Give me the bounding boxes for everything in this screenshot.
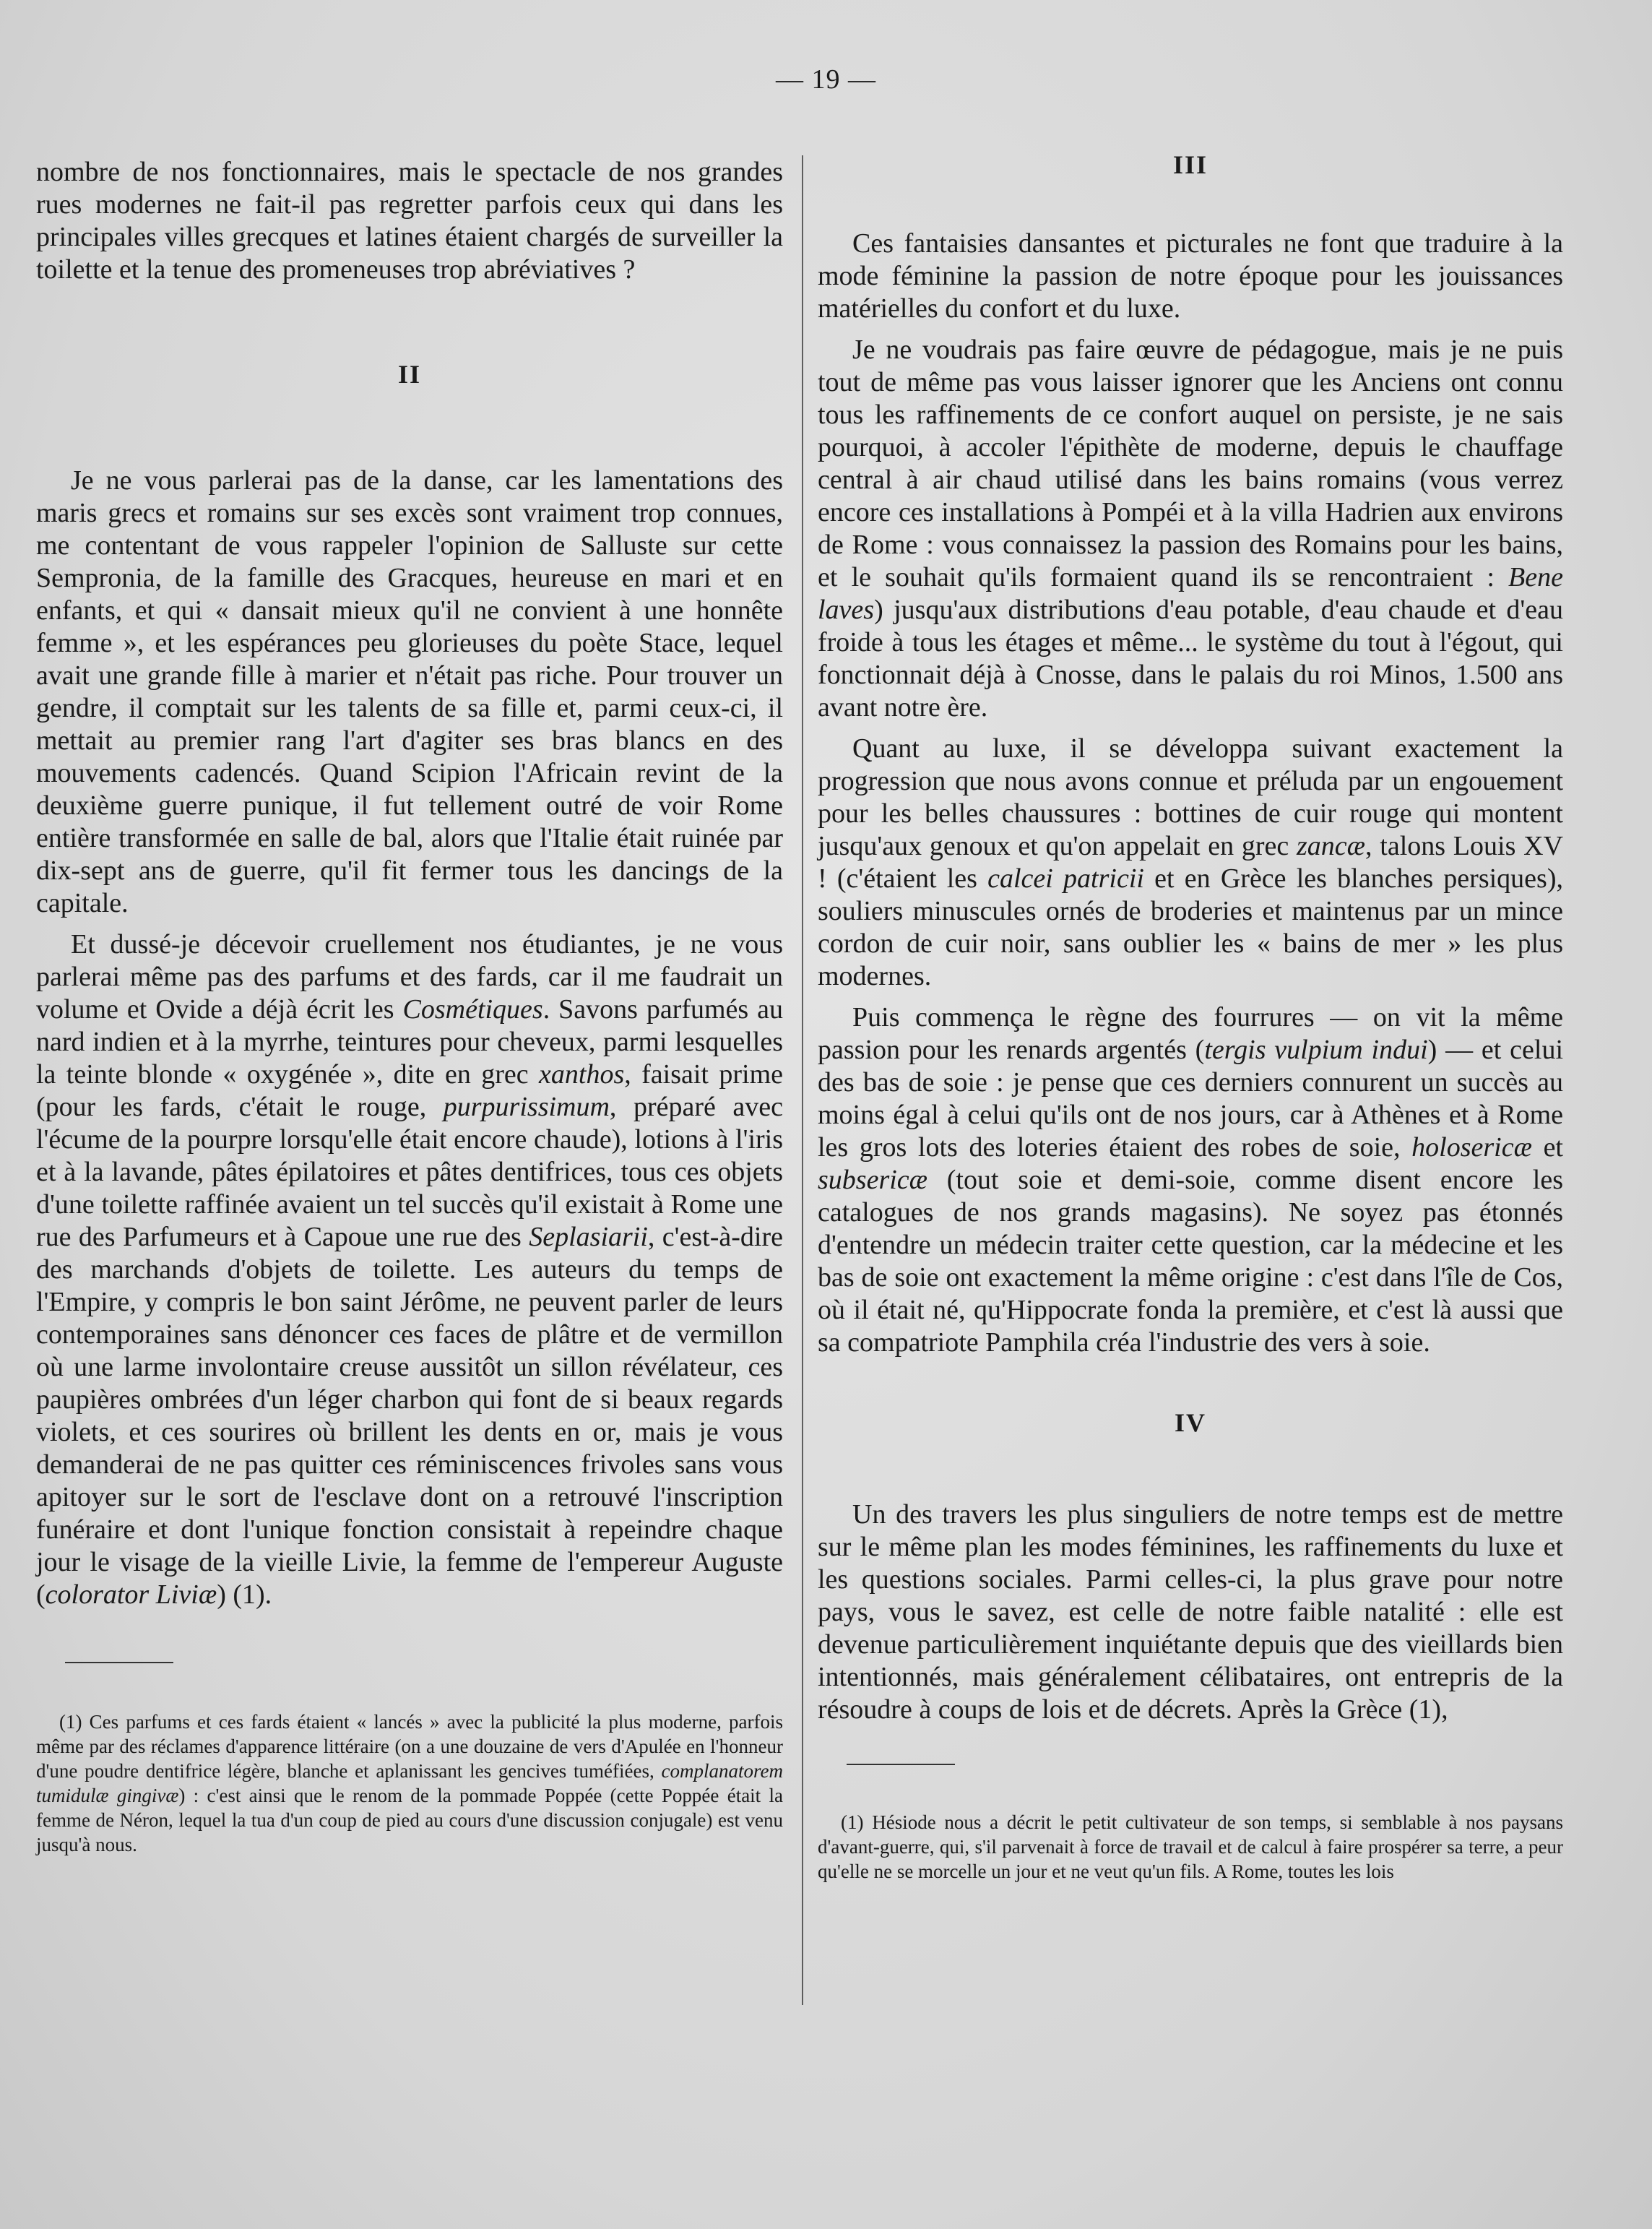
section-heading-iii: III (1172, 150, 1208, 179)
text-span: et en Grèce les blanches persiques), souliers minuscules ornés de broderies et maintenus par un mince cordon de cuir noir, sans oublier les « bains de mer » les plus modernes. (818, 863, 1563, 991)
paragraph-luxe (818, 733, 1563, 993)
left-column (36, 156, 783, 1857)
italic-term: subsericæ (818, 1165, 927, 1195)
paragraph-travers: Un des travers les plus singuliers de notre temps est de mettre sur le même plan les modes féminines, les raffinements du luxe et les questions sociales. Parmi celles-ci, la plus grave pour notre pays, vous le savez, est celle de notre faible natalité : elle est devenue particulièrement inquiétante depuis que des vieillards bien intentionnés, mais généralement célibataires, ont entrepris de la résoudre à coups de lois et de décrets. Après la Grèce (1), (818, 1499, 1563, 1725)
text-span: , préparé avec l'écume de la pourpre lorsqu'elle était encore chaude), lotions à l'iris et à la lavande, pâtes épilatoires et pâtes dentifrices, tous ces objets d'une toilette raffinée avaient un tel succès qu'il existait à Rome une rue des Parfumeurs et à Capoue une rue des (36, 1092, 783, 1252)
italic-term: calcei patricii (987, 863, 1144, 894)
italic-term: xanthos (539, 1059, 625, 1090)
column-divider (802, 155, 803, 2063)
text-span: Et dussé-je décevoir cruellement nos étudiantes, je ne vous parlerai même pas des parfums et des fards, car il me faudrait un volume et Ovide a déjà écrit les (36, 929, 783, 1025)
italic-term: Cosmétiques (402, 994, 543, 1025)
paragraph-danse: Je ne vous parlerai pas de la danse, car les lamentations des maris grecs et romains sur ses excès sont vraiment trop connues, me contentant de vous rappeler l'opinion de Salluste sur cette Sempronia, de la famille des Gracques, heureuse en mari et en enfants, et qui « dansait mieux qu'il ne convient à une honnête femme », et les espérances peu glorieuses du poète Stace, lequel avait une grande fille à marier et n'était pas riche. Pour trouver un gendre, il comptait sur les talents de sa fille et, parmi ceux-ci, il mettait au premier rang l'art d'agiter ses bras blancs en des mouvements cadencés. Quand Scipion l'Africain revint de la deuxième guerre punique, il fut tellement outré de voir Rome entière transformée en salle de bal, alors que l'Italie était ruinée par dix-sept ans de guerre, qu'il fit fermer tous les dancings de la capitale. (36, 465, 783, 918)
paragraph-fantaisies: Ces fantaisies dansantes et picturales ne font que traduire à la mode féminine la passion de notre époque pour les jouissances matérielles du confort et du luxe. (818, 228, 1563, 324)
footnote-left (36, 1710, 783, 1857)
paragraph-intro: nombre de nos fonctionnaires, mais le spectacle de nos grandes rues modernes ne fait-il pas regretter parfois ceux qui dans les principales villes grecques et latines étaient chargés de surveiller la toilette et la tenue des promeneuses trop abréviatives ? (36, 157, 783, 285)
text-span: ) — et celui des bas de soie : je pense que ces derniers connurent un succès au moins égal à celui qu'ils ont de nos jours, car à Athènes et à Rome les gros lots des loteries étaient des robes de soie, (818, 1035, 1563, 1163)
page-number: — 19 — (776, 64, 876, 95)
text-span: . Savons parfumés au nard indien et à la myrrhe, teintures pour cheveux, parmi lesquelles la teinte blonde « oxygénée », dite en grec (36, 994, 783, 1090)
italic-term: Bene laves (818, 562, 1563, 625)
footnote-right: (1) Hésiode nous a décrit le petit cultivateur de son temps, si semblable à nos paysans d'avant-guerre, qui, s'il parvenait à force de travail et de calcul à faire prospérer sa terre, a peur qu'elle ne se morcelle un jour et ne veut qu'un fils. A Rome, toutes les lois (818, 1811, 1563, 1882)
italic-term: purpurissimum (443, 1092, 610, 1122)
italic-term: holosericæ (1411, 1132, 1532, 1163)
section-heading-ii: II (397, 360, 422, 389)
text-span: Quant au luxe, il se développa suivant exactement la progression que nous avons connue et préluda par un engouement pour les belles chaussures : bottines de cuir rouge qui montent jusqu'aux genoux et qu'on appelait en grec (818, 733, 1563, 861)
italic-term: complanatorem tumidulæ gingivæ (36, 1760, 783, 1806)
text-span: (tout soie et demi-soie, comme disent encore les catalogues de nos grands magasins). Ne soyez pas étonnés d'entendre un médecin traiter cette question, car la médecine et les bas de soie ont exactement la même origine : c'est dans l'île de Cos, où il était né, qu'Hippocrate fonda la première, et c'est là aussi que sa compatriote Pamphila créa l'industrie des vers à soie. (818, 1165, 1563, 1358)
footnote-rule (847, 1764, 955, 1765)
text-span: ) : c'est ainsi que le renom de la pommade Poppée (cette Poppée était la femme de Néron, lequel la tua d'un coup de pied au cours d'une discussion conjugale) est venu jusqu'à nous. (36, 1785, 783, 1855)
paragraph-parfums (36, 928, 783, 1611)
section-heading-iv: IV (1174, 1408, 1206, 1437)
right-column (818, 149, 1563, 1884)
italic-term: Seplasiarii (529, 1222, 648, 1252)
paragraph-pedagogue (818, 334, 1563, 724)
text-span: Puis commença le règne des fourrures — on vit la même passion pour les renards argentés ( (818, 1002, 1563, 1065)
text-span: ) jusqu'aux distributions d'eau potable, d'eau chaude et d'eau froide à tous les étages et même... le système du tout à l'égout, qui fonctionnait déjà à Cnosse, dans le palais du roi Minos, 1.500 ans avant notre ère. (818, 595, 1563, 723)
italic-term: zancæ (1297, 831, 1366, 861)
text-span: ) (1). (217, 1579, 272, 1610)
footnote-rule (65, 1662, 173, 1663)
italic-term: tergis vulpium indui (1204, 1035, 1428, 1065)
text-span: , c'est-à-dire des marchands d'objets de toilette. Les auteurs du temps de l'Empire, y compris le bon saint Jérôme, ne peuvent parler de leurs contemporaines sans dénoncer ces faces de plâtre et de vermillon où une larme involontaire creuse aussitôt un sillon révélateur, ces paupières ombrées d'un léger charbon qui font de si beaux regards violets, et ces sourires où brillent les dents en or, mais je vous demanderai de ne pas quitter ces réminiscences frivoles sans vous apitoyer sur le sort de l'esclave dont on a retrouvé l'inscription funéraire et dont l'unique fonction consistait à repeindre chaque jour le visage de la vieille Livie, la femme de l'empereur Auguste ( (36, 1222, 783, 1610)
paragraph-fourrures (818, 1001, 1563, 1359)
text-span: , faisait prime (pour les fards, c'était le rouge, (36, 1059, 783, 1122)
text-span: (1) Ces parfums et ces fards étaient « lancés » avec la publicité la plus moderne, parfois même par des réclames d'apparence littéraire (on a une douzaine de vers d'Apulée en l'honneur d'une poudre dentifrice légère, blanche et aplanissant les gencives tuméfiées, (36, 1711, 783, 1782)
text-span: et (1531, 1132, 1563, 1163)
text-span: , talons Louis XV ! (c'étaient les (818, 831, 1563, 894)
text-span: Je ne voudrais pas faire œuvre de pédagogue, mais je ne puis tout de même pas vous laisser ignorer que les Anciens ont connu tous les raffinements de ce confort auquel on persiste, je ne sais pourquoi, à accoler l'épithète de moderne, depuis le chauffage central à air chaud utilisé dans les bains romains (vous verrez encore ces installations à Pompéi et à la villa Hadrien aux environs de Rome : vous connaissez la passion des Romains pour les bains, et le souhait qu'ils formaient quand ils se rencontraient : (818, 335, 1563, 592)
italic-term: colorator Liviæ (45, 1579, 217, 1610)
